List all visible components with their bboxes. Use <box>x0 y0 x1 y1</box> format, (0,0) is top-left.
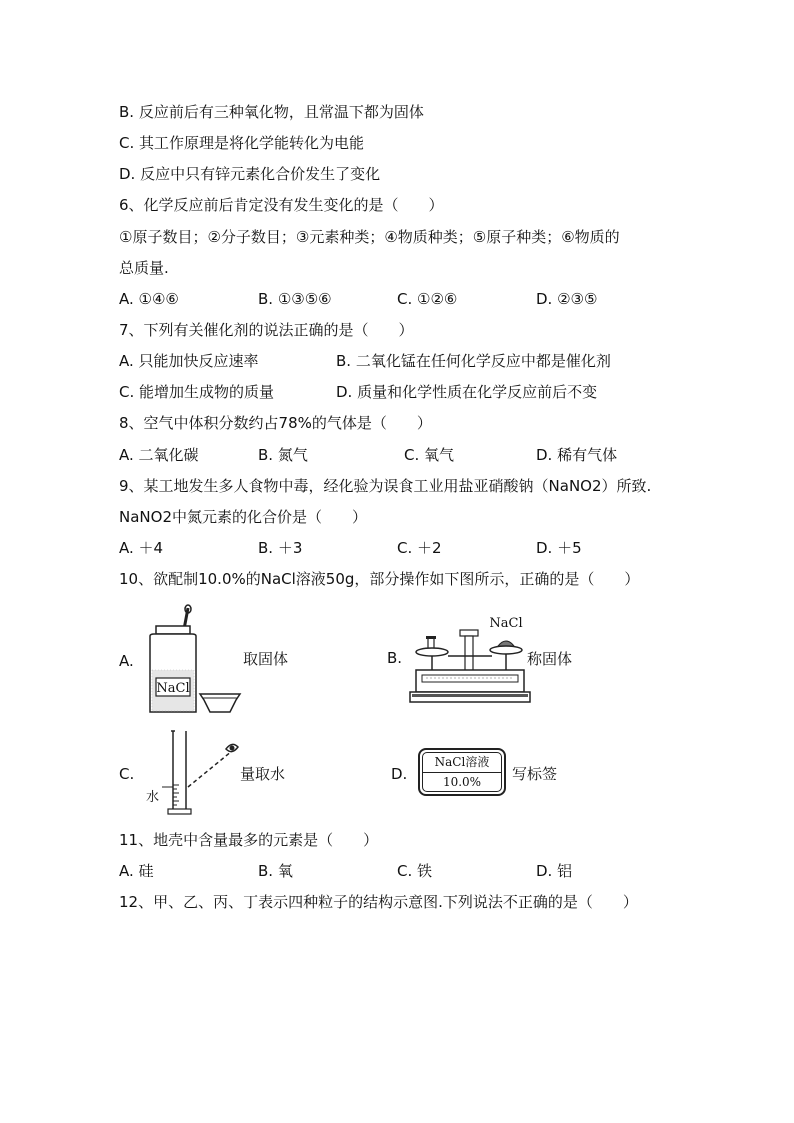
q5-option-b: B. 反应前后有三种氧化物，且常温下都为固体 <box>119 103 424 121</box>
q10-figure-b-letter: B. <box>387 649 403 667</box>
q6-body-line2: 总质量. <box>119 259 169 277</box>
balance-sample-label: NaCl <box>489 616 523 631</box>
q5-option-c: C. 其工作原理是将化学能转化为电能 <box>119 134 365 152</box>
q6-option-c: C. ①②⑥ <box>397 290 458 308</box>
q12-stem: 12、甲、乙、丙、丁表示四种粒子的结构示意图.下列说法不正确的是（ ） <box>119 893 638 911</box>
q11-option-b: B. 氧 <box>258 862 293 880</box>
q6-option-d: D. ②③⑤ <box>536 290 598 308</box>
q11-option-d: D. 铝 <box>536 862 573 880</box>
q6-option-a: A. ①④⑥ <box>119 290 179 308</box>
q10-figure-d-caption: 写标签 <box>512 765 558 783</box>
q10-figure-a-caption: 取固体 <box>243 650 289 668</box>
q7-option-b: B. 二氧化锰在任何化学反应中都是催化剂 <box>336 352 611 370</box>
q8-stem: 8、空气中体积分数约占78%的气体是（ ） <box>119 414 432 432</box>
q10-stem: 10、欲配制10.0%的NaCl溶液50g，部分操作如下图所示，正确的是（ ） <box>119 570 640 588</box>
q10-figure-a-letter: A. <box>119 652 134 670</box>
q8-option-c: C. 氧气 <box>404 446 455 464</box>
q11-option-c: C. 铁 <box>397 862 433 880</box>
solution-label-figure <box>418 748 506 796</box>
q6-option-b: B. ①③⑤⑥ <box>258 290 332 308</box>
q9-option-a: A. ＋4 <box>119 539 164 557</box>
balance-figure <box>408 612 532 706</box>
q8-option-b: B. 氮气 <box>258 446 308 464</box>
q10-figure-c-water-label: 水 <box>146 790 160 805</box>
q8-option-d: D. 稀有气体 <box>536 446 618 464</box>
q9-stem-line2: NaNO2中氮元素的化合价是（ ） <box>119 508 367 526</box>
q10-figure-d-letter: D. <box>391 765 408 783</box>
q10-figure-c-caption: 量取水 <box>240 765 286 783</box>
q10-figure-b-caption: 称固体 <box>527 650 573 668</box>
q9-option-b: B. ＋3 <box>258 539 303 557</box>
q7-option-c: C. 能增加生成物的质量 <box>119 383 275 401</box>
q11-option-a: A. 硅 <box>119 862 154 880</box>
bottle-label-text: NaCl <box>156 681 190 696</box>
q9-option-d: D. ＋5 <box>536 539 582 557</box>
q11-stem: 11、地壳中含量最多的元素是（ ） <box>119 831 379 849</box>
q9-stem-line1: 9、某工地发生多人食物中毒，经化验为误食工业用盐亚硝酸钠（NaNO2）所致. <box>119 477 652 495</box>
q7-stem: 7、下列有关催化剂的说法正确的是（ ） <box>119 321 414 339</box>
q5-option-d: D. 反应中只有锌元素化合价发生了变化 <box>119 165 381 183</box>
q6-body-line1: ①原子数目；②分子数目；③元素种类；④物质种类；⑤原子种类；⑥物质的 <box>119 228 620 246</box>
label-solution-name: NaCl溶液 <box>423 753 501 773</box>
q9-option-c: C. ＋2 <box>397 539 442 557</box>
q7-option-d: D. 质量和化学性质在化学反应前后不变 <box>336 383 598 401</box>
q10-figure-c-letter: C. <box>119 765 135 783</box>
q8-option-a: A. 二氧化碳 <box>119 446 199 464</box>
label-solution-concentration: 10.0% <box>442 774 482 789</box>
reagent-bottle-figure <box>140 604 245 716</box>
q7-option-a: A. 只能加快反应速率 <box>119 352 259 370</box>
q6-stem: 6、化学反应前后肯定没有发生变化的是（ ） <box>119 196 444 214</box>
